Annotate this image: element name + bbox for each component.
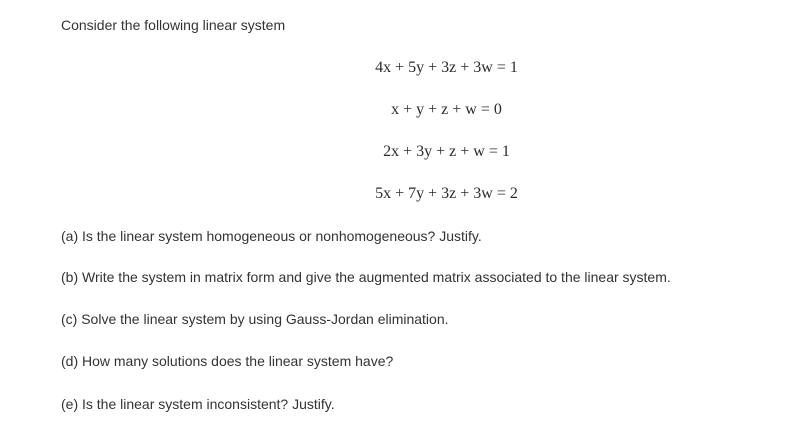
problem-intro: Consider the following linear system xyxy=(61,17,286,33)
equation-4: 5x + 7y + 3z + 3w = 2 xyxy=(375,185,518,202)
equation-1: 4x + 5y + 3z + 3w = 1 xyxy=(375,59,518,76)
question-e: (e) Is the linear system inconsistent? Justify. xyxy=(61,396,335,412)
question-d: (d) How many solutions does the linear system have? xyxy=(61,353,394,369)
question-b: (b) Write the system in matrix form and give the augmented matrix associated to the linear system. xyxy=(61,269,671,285)
equation-2: x + y + z + w = 0 xyxy=(391,101,502,118)
question-a: (a) Is the linear system homogeneous or nonhomogeneous? Justify. xyxy=(61,228,482,244)
equation-3: 2x + 3y + z + w = 1 xyxy=(383,143,510,160)
question-c: (c) Solve the linear system by using Gauss-Jordan elimination. xyxy=(61,311,449,327)
